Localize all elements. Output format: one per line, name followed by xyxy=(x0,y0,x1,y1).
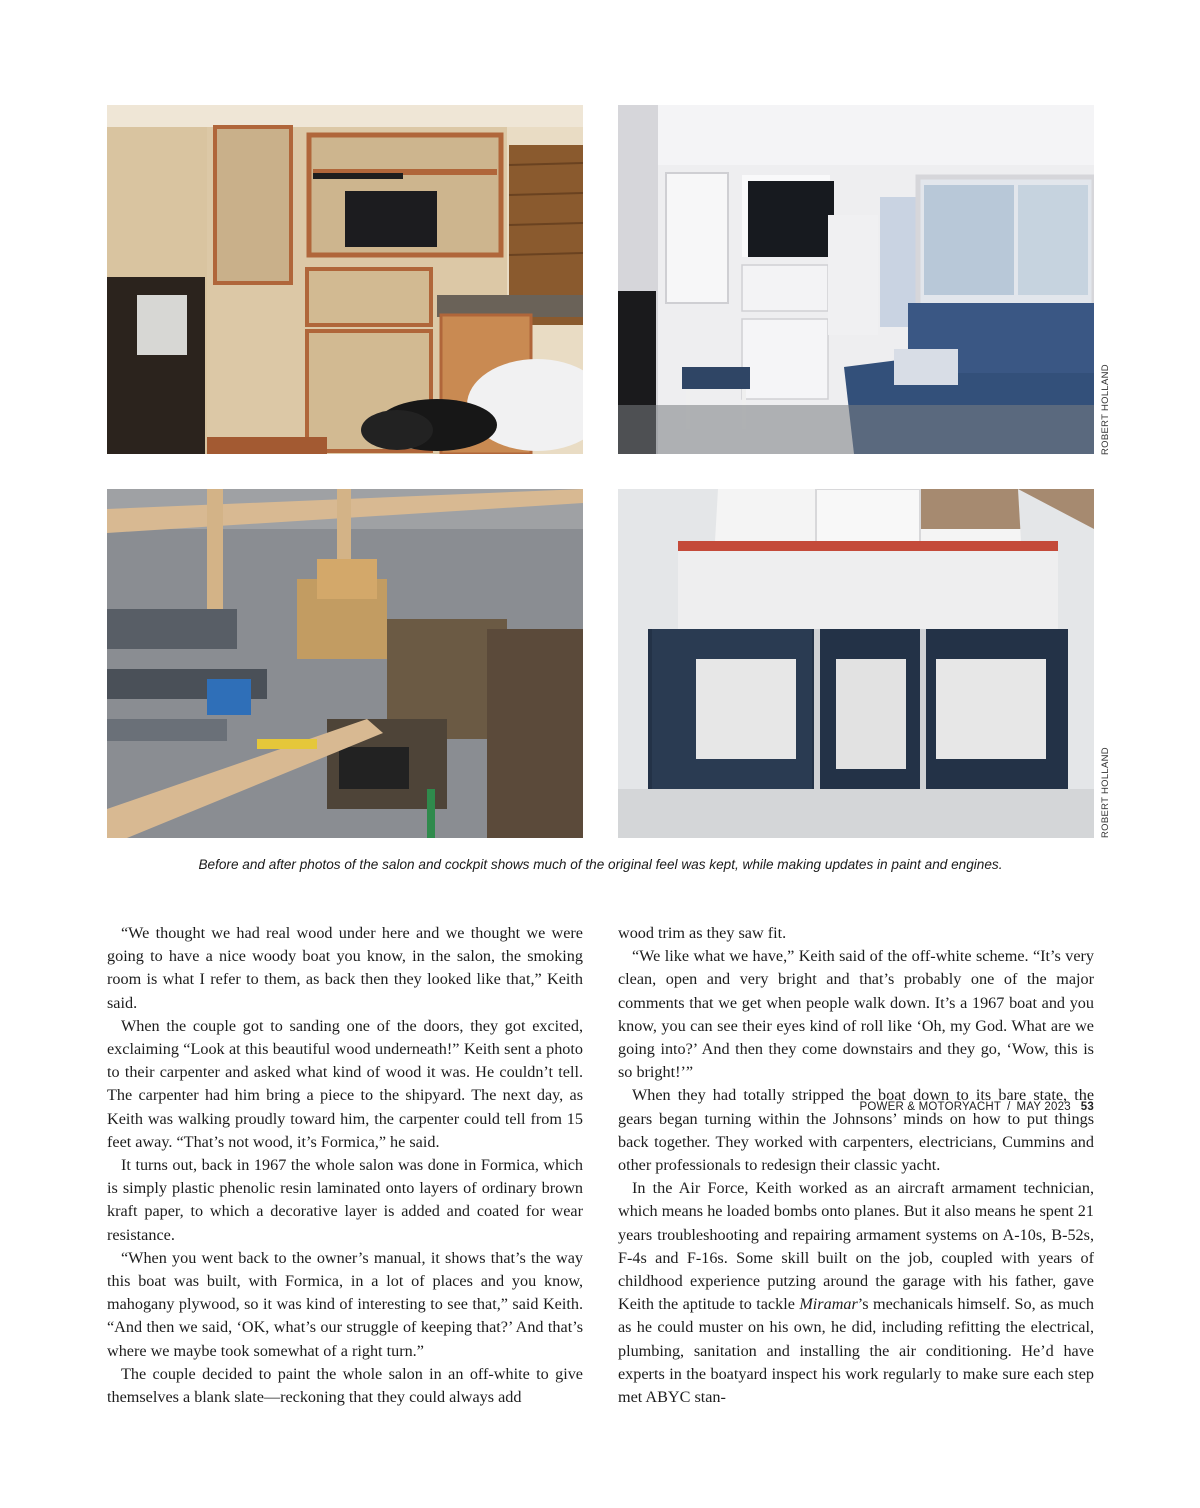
paragraph: “We thought we had real wood under here and we thought we were going to have a nice woody boat you know, in the salon, the smoking room is what I refer to them, as back then they looked like that,” Keith said. xyxy=(107,924,583,1012)
paragraph: The couple decided to paint the whole salon in an off-white to give themselves a blank slate—reckoning that they could always add xyxy=(107,1364,583,1407)
paragraph xyxy=(618,1177,1094,1409)
right-column xyxy=(618,922,1094,1409)
paragraph-text: ’s mechanicals himself. So, as much as he could muster on his own, he did, including refitting the electrical, plumbing, sanitation and installing the air conditioning. He’d have experts in the boatyard inspect his work regularly to make sure each step met ABYC stan- xyxy=(618,1295,1094,1407)
paragraph: When the couple got to sanding one of the doors, they got excited, exclaiming “Look at this beautiful wood underneath!” Keith sent a photo to their carpenter and asked what kind of wood it was. He couldn’t tell. The carpenter had him bring a piece to the shipyard. The next day, as Keith was walking proudly toward him, the carpenter could tell from 15 feet away. “That’s not wood, it’s Formica,” he said. xyxy=(107,1016,583,1151)
page-number: 53 xyxy=(1080,1101,1094,1113)
issue-date: MAY 2023 xyxy=(1016,1101,1071,1113)
engine-room-before-photo xyxy=(107,489,583,838)
paragraph: “We like what we have,” Keith said of the off-white scheme. “It’s very clean, open and very bright and that’s probably one of the major comments that we get when people walk down. It’s a 1967 boat and you know, you can see their eyes kind of roll like ‘Oh, my God. What are we going into?’ And then they come downstairs and they go, ‘Wow, this is so bright!’” xyxy=(618,947,1094,1082)
left-column xyxy=(107,922,583,1409)
salon-after-photo xyxy=(618,105,1094,454)
salon-before-photo xyxy=(107,105,583,454)
publication-name: POWER & MOTORYACHT xyxy=(859,1101,1002,1113)
paragraph: “When you went back to the owner’s manual, it shows that’s the way this boat was built, with Formica, in a lot of places and you know, mahogany plywood, so it was kind of interesting to see that,” said Keith. “And then we said, ‘OK, what’s our struggle of keeping that?’ And that’s where we maybe took somewhat of a right turn.” xyxy=(107,1248,583,1360)
photo-credit-top-text: ROBERT HOLLAND xyxy=(1100,364,1111,455)
paragraph: When they had totally stripped the boat down to its bare state, the gears began turning within the Johnsons’ minds on how to put things back together. They worked with carpenters, electricians, Cummins and other professionals to redesign their classic yacht. xyxy=(618,1086,1094,1175)
paragraph-continuation: wood trim as they saw fit. xyxy=(618,924,787,942)
boat-name: Miramar xyxy=(799,1295,858,1314)
footer-separator: / xyxy=(1007,1101,1011,1113)
photo-caption: Before and after photos of the salon and cockpit shows much of the original feel was kept, while making updates in paint and engines. xyxy=(198,857,1003,872)
paragraph-text: In the Air Force, Keith worked as an aircraft armament technician, which means he loaded bombs onto planes. But it also means he spent 21 years troubleshooting and repairing armament systems on A-10s, B-52s, F-4s and F-16s. Some skill built on the job, coupled with years of childhood experience putzing around the garage with his father, gave Keith the aptitude to tackle xyxy=(618,1179,1094,1314)
photo-credit-bottom-text: ROBERT HOLLAND xyxy=(1100,747,1111,838)
engine-room-after-photo xyxy=(618,489,1094,838)
paragraph: It turns out, back in 1967 the whole salon was done in Formica, which is simply plastic phenolic resin laminated onto layers of ordinary brown kraft paper, to which a decorative layer is added and coated for wear resistance. xyxy=(107,1156,583,1244)
page-footer xyxy=(0,1097,1094,1115)
